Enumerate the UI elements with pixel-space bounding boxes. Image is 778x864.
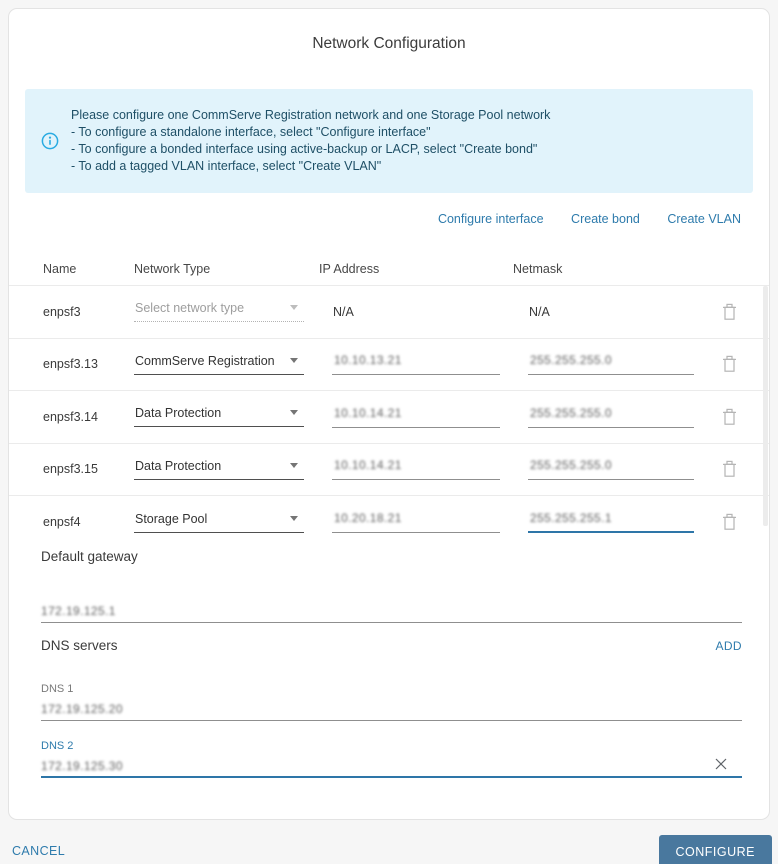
chevron-down-icon (290, 410, 298, 415)
interface-name: enpsf3.13 (43, 357, 98, 372)
delete-interface-button[interactable] (709, 303, 749, 321)
add-dns-button[interactable]: ADD (715, 638, 742, 653)
table-row (9, 444, 769, 497)
column-header-netmask: Netmask (513, 261, 563, 276)
table-header-row (9, 252, 769, 286)
info-message (71, 107, 550, 175)
clear-dns2-button[interactable] (714, 757, 728, 774)
info-line: - To add a tagged VLAN interface, select "Create VLAN" (71, 159, 382, 173)
network-type-select[interactable] (134, 301, 304, 322)
network-type-select[interactable] (134, 459, 304, 480)
dns2-label: DNS 2 (41, 739, 74, 752)
column-header-ip-address: IP Address (319, 261, 380, 276)
delete-interface-button[interactable] (709, 460, 749, 478)
column-header-network-type: Network Type (134, 261, 211, 276)
dns-section (9, 637, 769, 778)
close-icon (714, 757, 728, 771)
network-type-value: CommServe Registration (135, 353, 275, 368)
trash-icon (722, 408, 737, 426)
table-row (9, 391, 769, 444)
network-type-value: Storage Pool (135, 511, 208, 526)
dns1-label: DNS 1 (41, 682, 74, 695)
ip-address-value: N/A (333, 304, 354, 319)
netmask-value: N/A (529, 304, 550, 319)
create-vlan-link[interactable]: Create VLAN (667, 212, 741, 226)
netmask-input[interactable]: 255.255.255.0 (528, 458, 694, 480)
configure-button[interactable]: CONFIGURE (659, 835, 773, 864)
table-row (9, 286, 769, 339)
info-line: Please configure one CommServe Registration network and one Storage Pool network (71, 108, 551, 122)
trash-icon (722, 303, 737, 321)
dns1-input[interactable]: 172.19.125.20 (41, 702, 742, 721)
interface-name: enpsf3.15 (43, 462, 98, 477)
dns2-input[interactable]: 172.19.125.30 (41, 759, 742, 778)
default-gateway-label: Default gateway (41, 548, 138, 564)
netmask-input-focused[interactable]: 255.255.255.1 (528, 511, 694, 533)
network-type-select[interactable] (134, 406, 304, 427)
table-row (9, 339, 769, 392)
ip-address-input[interactable]: 10.20.18.21 (332, 511, 500, 533)
network-type-select[interactable] (134, 354, 304, 375)
network-configuration-dialog (8, 8, 770, 820)
column-header-name: Name (43, 261, 77, 276)
interface-actions (9, 212, 769, 229)
network-type-value: Data Protection (135, 458, 222, 473)
info-banner (25, 89, 753, 193)
delete-interface-button[interactable] (709, 408, 749, 426)
ip-address-input[interactable]: 10.10.14.21 (332, 406, 500, 428)
table-row (9, 496, 769, 549)
interface-name: enpsf3 (43, 304, 81, 319)
delete-interface-button[interactable] (709, 355, 749, 373)
chevron-down-icon (290, 516, 298, 521)
info-line: - To configure a standalone interface, select "Configure interface" (71, 125, 431, 139)
ip-address-input[interactable]: 10.10.14.21 (332, 458, 500, 480)
trash-icon (722, 460, 737, 478)
network-type-placeholder: Select network type (135, 301, 245, 316)
delete-interface-button[interactable] (709, 513, 749, 531)
configure-interface-link[interactable]: Configure interface (437, 212, 544, 226)
gateway-section (9, 549, 769, 623)
info-line: - To configure a bonded interface using active-backup or LACP, select "Create bond" (71, 142, 538, 156)
dialog-title: Network Configuration (312, 35, 466, 52)
scrollbar[interactable] (763, 286, 768, 526)
create-bond-link[interactable]: Create bond (571, 212, 640, 226)
dns-servers-label: DNS servers (41, 638, 118, 653)
ip-address-input[interactable]: 10.10.13.21 (332, 353, 500, 375)
interface-name: enpsf4 (43, 515, 81, 530)
chevron-down-icon (290, 358, 298, 363)
chevron-down-icon (290, 463, 298, 468)
cancel-button[interactable]: CANCEL (12, 844, 66, 858)
network-type-select[interactable] (134, 512, 304, 533)
chevron-down-icon (290, 305, 298, 310)
trash-icon (722, 355, 737, 373)
netmask-input[interactable]: 255.255.255.0 (528, 406, 694, 428)
trash-icon (722, 513, 737, 531)
default-gateway-input[interactable]: 172.19.125.1 (41, 604, 742, 623)
info-icon (41, 132, 59, 150)
network-type-value: Data Protection (135, 406, 222, 421)
netmask-input[interactable]: 255.255.255.0 (528, 353, 694, 375)
interface-name: enpsf3.14 (43, 409, 98, 424)
interfaces-table (9, 252, 769, 549)
